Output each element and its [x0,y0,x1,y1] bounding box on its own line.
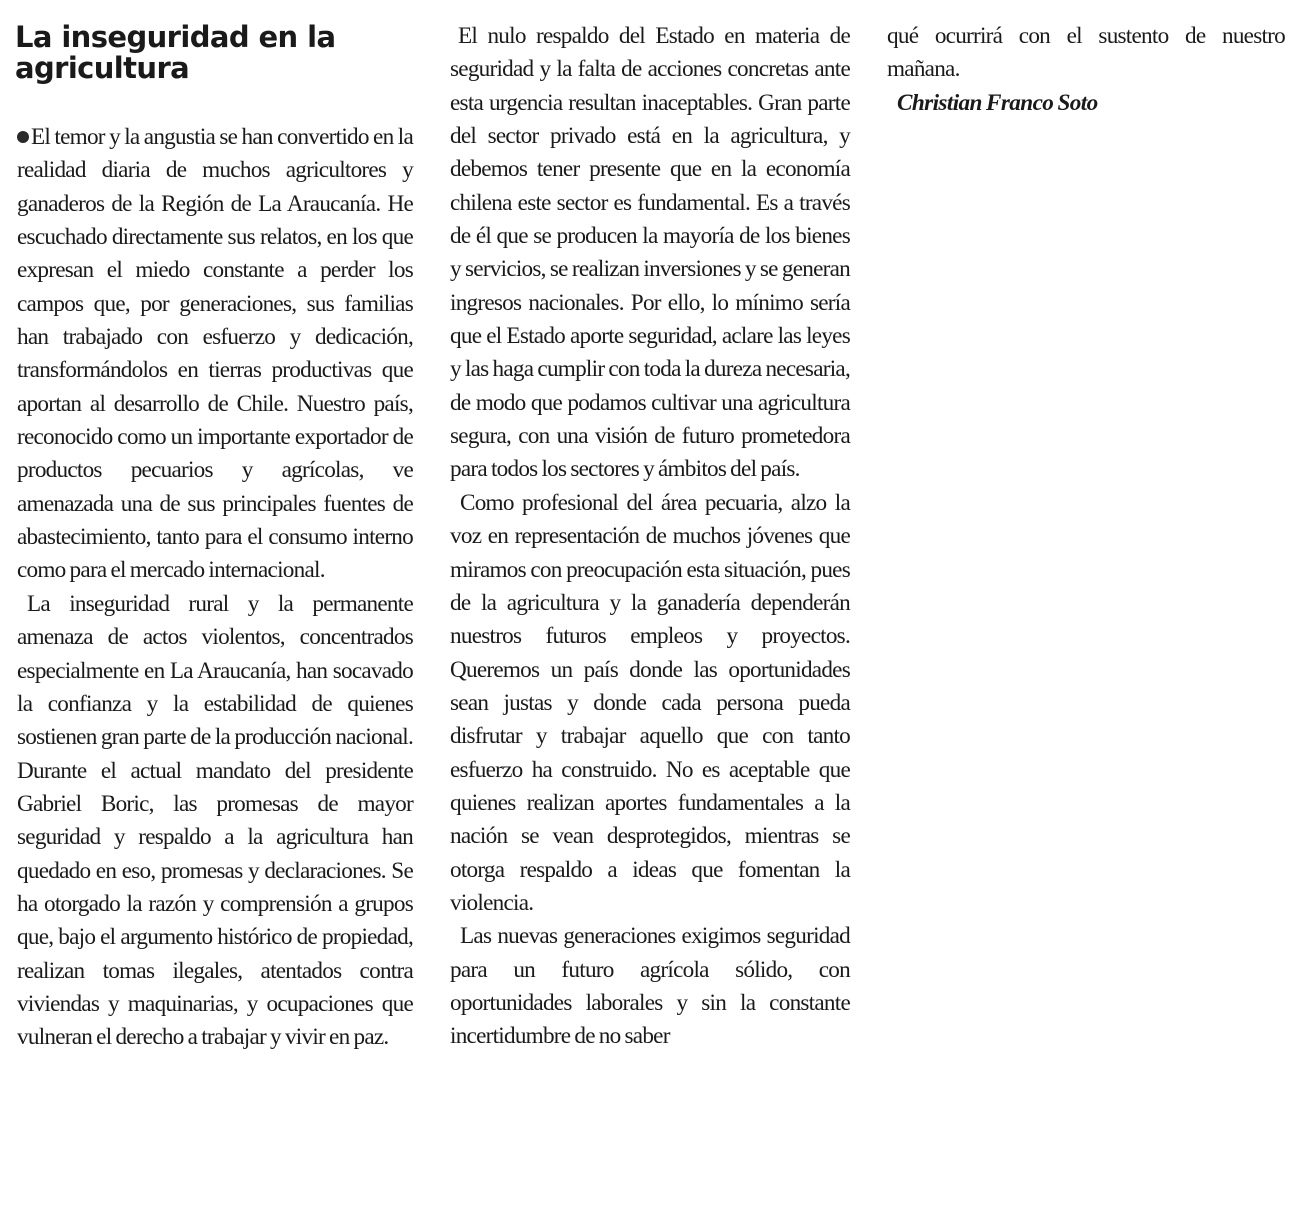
paragraph [17,121,413,588]
article-title: La inseguridad en la agricultura [15,20,336,85]
article-column-1 [17,121,413,1055]
paragraph: Como profesional del área pecuaria, alzo la voz en representación de muchos jóvenes que miramos con preocupación esta situación, pues de la agricultura y la ganadería dependerán nuestros futuros empleos y proyectos. Queremos un país donde las oportunidades sean justas y donde cada persona pueda disfrutar y trabajar aquello que con tanto esfuerzo ha construido. No es aceptable que quienes realizan aportes fundamentales a la nación se vean desprotegidos, mientras se otorga respaldo a ideas que fomentan la violencia. [450,489,850,916]
article-column-2 [450,20,850,1054]
paragraph: qué ocurrirá con el sustento de nuestro mañana. [887,23,1285,83]
paragraph: El nulo respaldo del Estado en materia de seguridad y la falta de acciones concretas ante esta urgencia resultan inaceptables. Gran parte del sector privado está en la agricultura, y debemos tener presente que en la economía chilena este sector es fundamental. Es a través de él que se producen la mayoría de los bienes y servicios, se realizan inversiones y se generan ingresos nacionales. Por ello, lo mínimo sería que el Estado aporte seguridad, aclare las leyes y las haga cumplir con toda la dureza necesaria, de modo que podamos cultivar una agricultura segura, con una visión de futuro prometedora para todos los sectores y ámbitos del país. [450,23,850,483]
author-signature: Christian Franco Soto [897,89,1098,116]
bullet-icon [17,131,29,143]
paragraph: La inseguridad rural y la permanente amenaza de actos violentos, concentrados especialmente en La Araucanía, han socavado la confianza y la estabilidad de quienes sostienen gran parte de la producción nacional. Durante el actual mandato del presidente Gabriel Boric, las promesas de mayor seguridad y respaldo a la agricultura han quedado en eso, promesas y declaraciones. Se ha otorgado la razón y comprensión a grupos que, bajo el argumento histórico de propiedad, realizan tomas ilegales, atentados contra viviendas y maquinarias, y ocupaciones que vulneran el derecho a trabajar y vivir en paz. [17,590,413,1051]
paragraph-text: El temor y la angustia se han convertido en la realidad diaria de muchos agricultores y ganaderos de la Región de La Araucanía. He escuchado directamente sus relatos, en los que expresan el miedo constante a perder los campos que, por generaciones, sus familias han trabajado con esfuerzo y dedicación, transformándolos en tierras productivas que aportan al desarrollo de Chile. Nuestro país, reconocido como un importante exportador de productos pecuarios y agrícolas, ve amenazada una de sus principales fuentes de abastecimiento, tanto para el consumo interno como para el mercado internacional. [17,124,413,584]
paragraph: Las nuevas generaciones exigimos seguridad para un futuro agrícola sólido, con oportunidades laborales y sin la constante incertidumbre de no saber [450,923,850,1050]
article-column-3 [887,20,1285,120]
